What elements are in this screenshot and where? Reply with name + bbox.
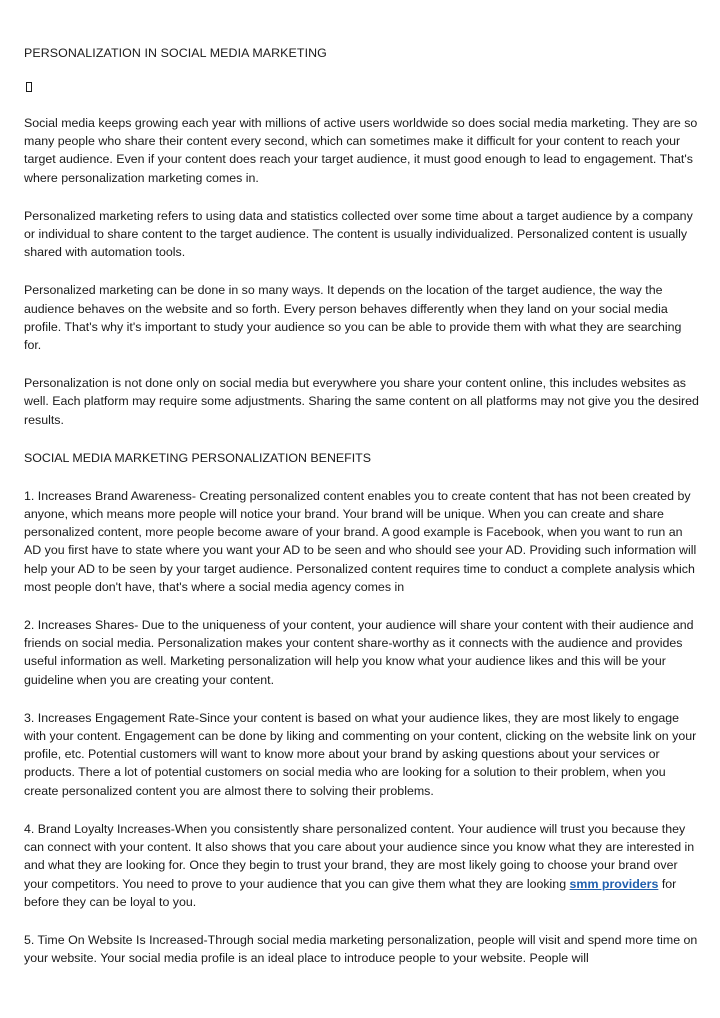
smm-providers-link[interactable]: smm providers [569,876,659,891]
intro-paragraph: Personalized marketing can be done in so many ways. It depends on the location of the target audience, the way the audience behaves on the website and so forth. Every person behaves differently when they land on your social media profile. That's why it's important to study your audience so you can be able to provide them with what they are searching for. [24,283,682,353]
benefit-paragraph: 3. Increases Engagement Rate-Since your content is based on what your audience likes, they are most likely to engage with your content. Engagement can be done by liking and commenting on your content, clicking on the website link on your profile, etc. Potential customers will want to know more about your brand by asking questions about your services or products. There a lot of potential customers on social media who are looking for a solution to their problem, when you create personalized content you are almost there to solving their problems. [24,710,697,798]
missing-glyph-row [24,82,700,92]
intro-paragraph: Social media keeps growing each year with millions of active users worldwide so does social media marketing. They are so many people who share their content every second, which can sometimes make it difficult for your content to reach your target audience. Even if your content does reach your target audience, it must good enough to lead to engagement. That's where personalization marketing comes in. [24,116,698,185]
missing-glyph-icon [26,82,32,92]
intro-paragraph: Personalization is not done only on social media but everywhere you share your content online, this includes websites as well. Each platform may require some adjustments. Sharing the same content on all platforms may not give you the desired results. [24,376,699,427]
benefit-text-after-link: for before they can be loyal to you. [24,876,677,909]
benefit-paragraph-with-link [24,820,700,911]
intro-paragraph: Personalized marketing refers to using data and statistics collected over some time about a target audience by a company or individual to share content to the target audience. The content is usually individualized. Personalized content is usually shared with automation tools. [24,208,693,260]
benefit-paragraph: 2. Increases Shares- Due to the uniqueness of your content, your audience will share your content with their audience and friends on social media. Personalization makes your content share-worthy as it connects with the audience and provides useful information as well. Marketing personalization will help you know what your audience likes and this will be your guideline when you are creating your content. [24,618,694,687]
document-page [24,44,700,987]
benefit-text-before-link: 4. Brand Loyalty Increases-When you consistently share personalized content. Your audience will trust you because they can connect with your content. It also shows that you care about your audience since you know what they are interested in and what they are looking for. Once they begin to trust your brand, they are most likely going to choose your brand over your competitors. You need to prove to your audience that you can give them what they are looking [24,821,695,891]
document-title: PERSONALIZATION IN SOCIAL MEDIA MARKETING [24,46,327,60]
benefit-paragraph: 1. Increases Brand Awareness- Creating personalized content enables you to create content that has not been created by anyone, which means more people will notice your brand. Your brand will be unique. When you can create and share personalized content, more people become aware of your brand. A good example is Facebook, when you want to run an AD you first have to state where you want your AD to be seen and who should see your AD. Providing such information will help your AD to be seen by your target audience. Personalized content requires time to conduct a complete analysis which most people don't have, that's where a social media agency comes in [24,488,697,594]
benefits-heading: SOCIAL MEDIA MARKETING PERSONALIZATION BENEFITS [24,450,371,465]
benefit-paragraph: 5. Time On Website Is Increased-Through social media marketing personalization, people will visit and spend more time on your website. Your social media profile is an ideal place to introduce people to your website. People will [24,932,698,966]
